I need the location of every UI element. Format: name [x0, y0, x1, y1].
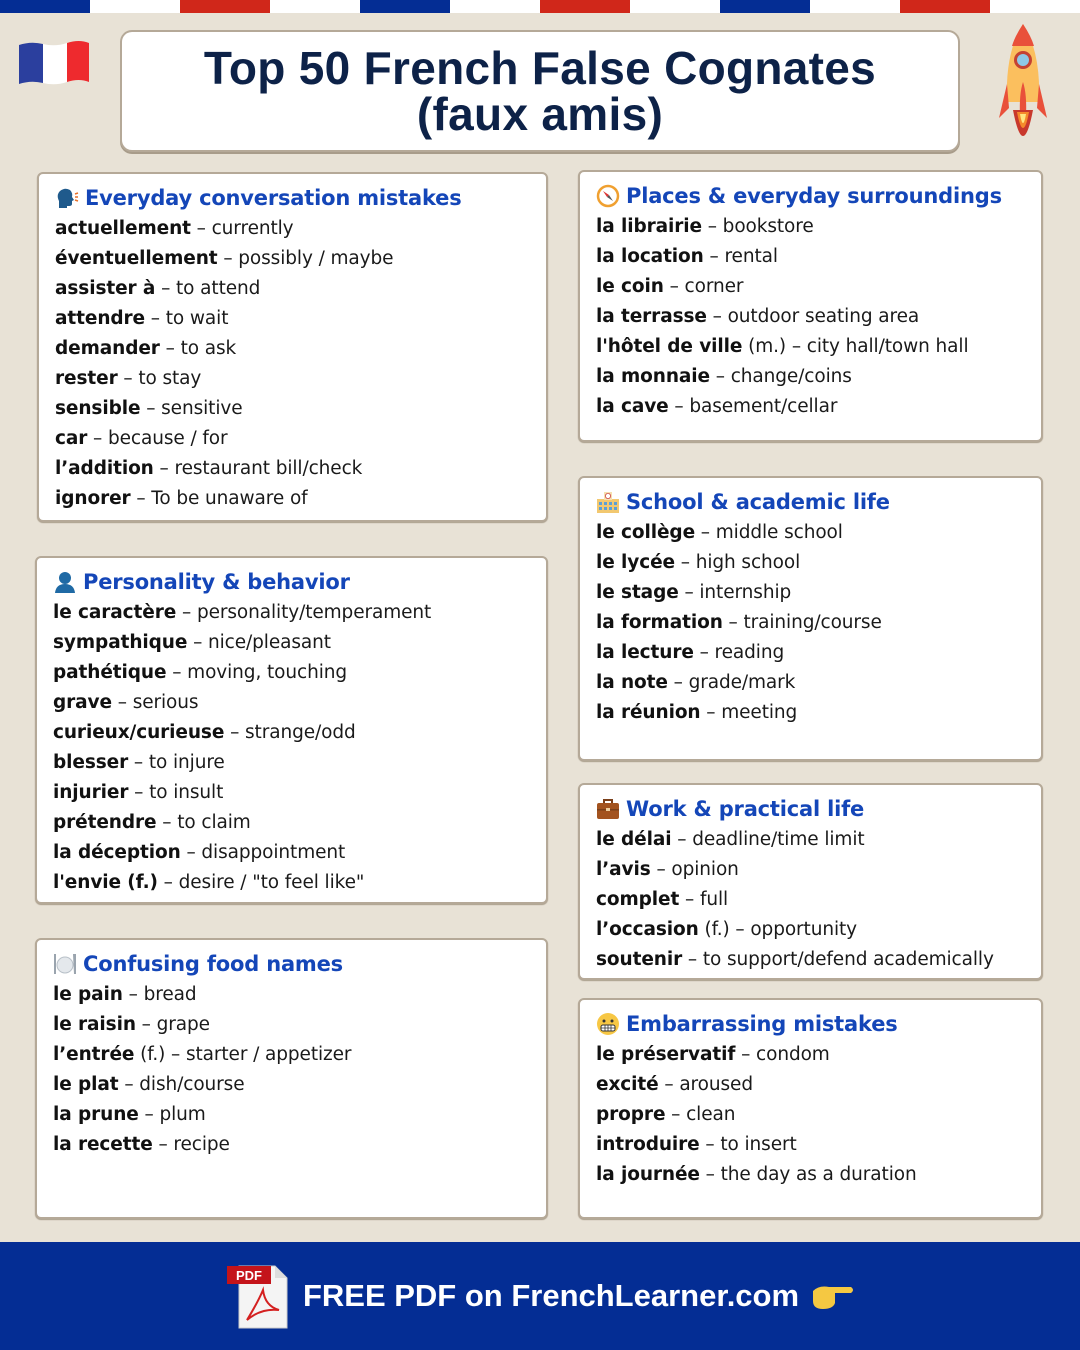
- english-meaning: rental: [724, 246, 778, 267]
- section-title: Everyday conversation mistakes: [85, 186, 462, 210]
- french-term: la cave: [596, 396, 669, 417]
- footer-link-text[interactable]: FREE PDF on FrenchLearner.com: [302, 1278, 800, 1313]
- french-term: l’addition: [55, 458, 154, 479]
- section-header: [53, 950, 546, 978]
- french-term: la monnaie: [596, 366, 710, 387]
- entry-list: [55, 214, 546, 514]
- english-meaning: recipe: [173, 1134, 230, 1155]
- english-meaning: aroused: [679, 1074, 753, 1095]
- vocab-entry: [596, 518, 1041, 548]
- separator: –: [153, 458, 175, 479]
- separator: –: [665, 1104, 687, 1125]
- french-term: la note: [596, 672, 668, 693]
- english-meaning: opportunity: [750, 919, 858, 940]
- separator: –: [159, 338, 181, 359]
- vocab-entry: [596, 855, 1041, 885]
- english-meaning: opinion: [671, 859, 739, 880]
- vocab-entry: [53, 808, 546, 838]
- entry-list: [596, 825, 1041, 975]
- english-meaning: desire / "to feel like": [178, 872, 365, 893]
- vocab-entry: [596, 608, 1041, 638]
- separator: –: [695, 522, 716, 543]
- separator: –: [667, 672, 689, 693]
- grimacing-face-icon: [596, 1012, 620, 1036]
- french-term: la réunion: [596, 702, 701, 723]
- vocab-entry: [53, 1100, 546, 1130]
- section-card-embarrassing: [578, 998, 1043, 1219]
- vocab-entry: [596, 915, 1041, 945]
- separator: –: [668, 396, 690, 417]
- section-header: [55, 184, 546, 212]
- french-term: ignorer: [55, 488, 131, 509]
- separator: –: [709, 366, 731, 387]
- french-term: rester: [55, 368, 118, 389]
- vocab-entry: [596, 1070, 1041, 1100]
- separator: –: [166, 662, 188, 683]
- english-meaning: dish/course: [139, 1074, 245, 1095]
- separator: –: [87, 428, 108, 449]
- french-term: le raisin: [53, 1014, 136, 1035]
- stripe-segment-white: [990, 0, 1080, 13]
- french-term: sensible: [55, 398, 141, 419]
- stripe-segment-white: [630, 0, 720, 13]
- vocab-entry: [53, 1010, 546, 1040]
- french-term: le plat: [53, 1074, 119, 1095]
- english-meaning: to wait: [165, 308, 229, 329]
- separator: –: [658, 1074, 680, 1095]
- vocab-entry: [55, 334, 546, 364]
- briefcase-icon: [596, 797, 620, 821]
- gender-note: (f.): [698, 919, 730, 940]
- vocab-entry: [596, 885, 1041, 915]
- french-term: attendre: [55, 308, 146, 329]
- vocab-entry: [596, 1040, 1041, 1070]
- english-meaning: To be unaware of: [151, 488, 308, 509]
- section-header: [53, 568, 546, 596]
- separator: –: [678, 582, 700, 603]
- vocab-entry: [53, 658, 546, 688]
- separator: –: [145, 308, 166, 329]
- vocab-entry: [596, 1160, 1041, 1190]
- english-meaning: to insult: [149, 782, 224, 803]
- english-meaning: to claim: [177, 812, 251, 833]
- english-meaning: strange/odd: [245, 722, 356, 743]
- stripe-segment-blue: [360, 0, 450, 13]
- vocab-entry: [53, 598, 546, 628]
- vocab-entry: [53, 748, 546, 778]
- french-term: introduire: [596, 1134, 700, 1155]
- english-meaning: clean: [686, 1104, 736, 1125]
- english-meaning: outdoor seating area: [727, 306, 920, 327]
- english-meaning: starter / appetizer: [185, 1044, 352, 1065]
- vocab-entry: [53, 1070, 546, 1100]
- french-term: prétendre: [53, 812, 157, 833]
- vocab-entry: [596, 668, 1041, 698]
- compass-icon: [596, 184, 620, 208]
- speaking-head-icon: [55, 186, 79, 210]
- french-term: propre: [596, 1104, 666, 1125]
- vocab-entry: [596, 1100, 1041, 1130]
- page-subtitle: (faux amis): [416, 88, 664, 140]
- french-term: curieux/curieuse: [53, 722, 225, 743]
- entry-list: [53, 598, 546, 898]
- section-card-food: [35, 938, 548, 1219]
- french-term: injurier: [53, 782, 129, 803]
- svg-text:PDF: PDF: [235, 1268, 262, 1283]
- stripe-segment-blue: [0, 0, 90, 13]
- separator: –: [679, 889, 700, 910]
- french-term: la journée: [596, 1164, 700, 1185]
- english-meaning: bread: [143, 984, 197, 1005]
- english-meaning: full: [699, 889, 729, 910]
- pdf-file-icon: [225, 1262, 291, 1330]
- vocab-entry: [596, 212, 1041, 242]
- separator: –: [671, 829, 693, 850]
- stripe-segment-red: [180, 0, 270, 13]
- separator: –: [190, 218, 212, 239]
- french-term: complet: [596, 889, 680, 910]
- separator: –: [165, 1044, 186, 1065]
- english-meaning: to ask: [180, 338, 237, 359]
- vocab-entry: [55, 214, 546, 244]
- vocab-entry: [596, 578, 1041, 608]
- section-header: [596, 795, 1041, 823]
- english-meaning: personality/temperament: [196, 602, 432, 623]
- english-meaning: sensitive: [161, 398, 243, 419]
- english-meaning: nice/pleasant: [208, 632, 331, 653]
- english-meaning: to attend: [176, 278, 261, 299]
- french-term: le pain: [53, 984, 123, 1005]
- school-building-icon: [596, 490, 620, 514]
- separator: –: [663, 276, 685, 297]
- french-term: assister à: [55, 278, 156, 299]
- section-card-work: [578, 783, 1043, 980]
- vocab-entry: [596, 825, 1041, 855]
- stripe-segment-red: [900, 0, 990, 13]
- vocab-entry: [596, 945, 1041, 975]
- french-term: éventuellement: [55, 248, 218, 269]
- french-term: grave: [53, 692, 112, 713]
- english-meaning: plum: [159, 1104, 206, 1125]
- separator: –: [224, 722, 246, 743]
- french-term: la librairie: [596, 216, 702, 237]
- english-meaning: because / for: [108, 428, 228, 449]
- vocab-entry: [55, 274, 546, 304]
- stripe-segment-white: [450, 0, 540, 13]
- french-term: la formation: [596, 612, 723, 633]
- section-title: Work & practical life: [626, 797, 865, 821]
- french-term: car: [55, 428, 88, 449]
- separator: –: [156, 812, 178, 833]
- french-term: l’avis: [596, 859, 651, 880]
- separator: –: [693, 642, 715, 663]
- separator: –: [217, 248, 239, 269]
- separator: –: [650, 859, 672, 880]
- fork-knife-plate-icon: [53, 952, 77, 976]
- english-meaning: to support/defend academically: [702, 949, 994, 970]
- france-flag-icon: [17, 37, 91, 87]
- french-term: l'hôtel de ville: [596, 336, 743, 357]
- separator: –: [128, 782, 150, 803]
- separator: –: [155, 278, 177, 299]
- section-title: Places & everyday surroundings: [626, 184, 1002, 208]
- section-title: Personality & behavior: [83, 570, 350, 594]
- vocab-entry: [53, 868, 546, 898]
- separator: –: [699, 1134, 721, 1155]
- english-meaning: serious: [132, 692, 199, 713]
- section-title: Confusing food names: [83, 952, 343, 976]
- section-title: School & academic life: [626, 490, 890, 514]
- vocab-entry: [596, 1130, 1041, 1160]
- french-term: actuellement: [55, 218, 191, 239]
- separator: –: [735, 1044, 757, 1065]
- vocab-entry: [53, 628, 546, 658]
- vocab-entry: [53, 1130, 546, 1160]
- separator: –: [700, 702, 722, 723]
- section-title: Embarrassing mistakes: [626, 1012, 898, 1036]
- separator: –: [176, 602, 197, 623]
- english-meaning: deadline/time limit: [692, 829, 865, 850]
- english-meaning: restaurant bill/check: [174, 458, 363, 479]
- english-meaning: change/coins: [730, 366, 852, 387]
- rocket-icon: [995, 22, 1051, 154]
- french-term: le stage: [596, 582, 679, 603]
- stripe-segment-white: [810, 0, 900, 13]
- vocab-entry: [53, 718, 546, 748]
- vocab-entry: [53, 688, 546, 718]
- french-term: excité: [596, 1074, 659, 1095]
- vocab-entry: [55, 424, 546, 454]
- english-meaning: internship: [699, 582, 792, 603]
- english-meaning: to injure: [148, 752, 225, 773]
- vocab-entry: [53, 778, 546, 808]
- vocab-entry: [596, 332, 1041, 362]
- english-meaning: possibly / maybe: [238, 248, 394, 269]
- separator: –: [152, 1134, 174, 1155]
- english-meaning: grade/mark: [688, 672, 796, 693]
- french-term: pathétique: [53, 662, 167, 683]
- french-term: la location: [596, 246, 704, 267]
- french-term: blesser: [53, 752, 129, 773]
- person-silhouette-icon: [53, 570, 77, 594]
- stripe-segment-red: [540, 0, 630, 13]
- english-meaning: city hall/town hall: [806, 336, 969, 357]
- entry-list: [53, 980, 546, 1160]
- french-term: soutenir: [596, 949, 683, 970]
- separator: –: [138, 1104, 160, 1125]
- french-term: le lycée: [596, 552, 675, 573]
- separator: –: [682, 949, 703, 970]
- english-meaning: reading: [714, 642, 785, 663]
- section-header: [596, 182, 1041, 210]
- tricolor-stripe: [0, 0, 1080, 13]
- english-meaning: condom: [756, 1044, 830, 1065]
- english-meaning: meeting: [721, 702, 798, 723]
- french-term: le caractère: [53, 602, 177, 623]
- french-term: la lecture: [596, 642, 694, 663]
- vocab-entry: [596, 302, 1041, 332]
- french-term: le coin: [596, 276, 664, 297]
- french-term: la recette: [53, 1134, 153, 1155]
- separator: –: [128, 752, 149, 773]
- separator: –: [180, 842, 202, 863]
- stripe-segment-white: [90, 0, 180, 13]
- stripe-segment-blue: [720, 0, 810, 13]
- vocab-entry: [596, 272, 1041, 302]
- french-term: demander: [55, 338, 160, 359]
- vocab-entry: [55, 484, 546, 514]
- french-term: sympathique: [53, 632, 188, 653]
- page-title-box: [120, 30, 960, 152]
- english-meaning: training/course: [743, 612, 882, 633]
- vocab-entry: [596, 242, 1041, 272]
- english-meaning: middle school: [715, 522, 843, 543]
- separator: –: [117, 368, 139, 389]
- separator: –: [701, 216, 723, 237]
- english-meaning: moving, touching: [187, 662, 348, 683]
- french-term: la prune: [53, 1104, 139, 1125]
- separator: –: [703, 246, 725, 267]
- french-term: l'envie (f.): [53, 872, 158, 893]
- separator: –: [118, 1074, 140, 1095]
- separator: –: [706, 306, 728, 327]
- footer-banner[interactable]: [0, 1242, 1080, 1350]
- entry-list: [596, 1040, 1041, 1190]
- vocab-entry: [53, 980, 546, 1010]
- vocab-entry: [596, 638, 1041, 668]
- separator: –: [157, 872, 179, 893]
- french-term: le collège: [596, 522, 696, 543]
- separator: –: [699, 1164, 721, 1185]
- vocab-entry: [53, 1040, 546, 1070]
- gender-note: (f.): [134, 1044, 166, 1065]
- separator: –: [111, 692, 133, 713]
- page-title: Top 50 French False Cognates: [203, 42, 877, 94]
- pointing-hand-icon: [809, 1281, 855, 1311]
- separator: –: [140, 398, 162, 419]
- french-term: l’occasion: [596, 919, 699, 940]
- vocab-entry: [596, 698, 1041, 728]
- french-term: la déception: [53, 842, 181, 863]
- entry-list: [596, 212, 1041, 422]
- french-term: le délai: [596, 829, 672, 850]
- separator: –: [722, 612, 744, 633]
- french-term: le préservatif: [596, 1044, 736, 1065]
- french-term: la terrasse: [596, 306, 707, 327]
- gender-note: (m.): [742, 336, 787, 357]
- english-meaning: grape: [156, 1014, 210, 1035]
- english-meaning: the day as a duration: [720, 1164, 917, 1185]
- separator: –: [130, 488, 152, 509]
- section-card-personality: [35, 556, 548, 904]
- section-header: [596, 488, 1041, 516]
- section-header: [596, 1010, 1041, 1038]
- french-term: l’entrée: [53, 1044, 135, 1065]
- vocab-entry: [55, 394, 546, 424]
- vocab-entry: [55, 244, 546, 274]
- separator: –: [729, 919, 751, 940]
- vocab-entry: [596, 548, 1041, 578]
- separator: –: [786, 336, 807, 357]
- english-meaning: corner: [684, 276, 744, 297]
- english-meaning: basement/cellar: [689, 396, 838, 417]
- english-meaning: to stay: [138, 368, 202, 389]
- english-meaning: disappointment: [201, 842, 346, 863]
- separator: –: [122, 984, 144, 1005]
- vocab-entry: [53, 838, 546, 868]
- vocab-entry: [55, 364, 546, 394]
- vocab-entry: [55, 454, 546, 484]
- english-meaning: currently: [211, 218, 294, 239]
- vocab-entry: [596, 362, 1041, 392]
- english-meaning: bookstore: [722, 216, 814, 237]
- separator: –: [675, 552, 696, 573]
- english-meaning: to insert: [720, 1134, 797, 1155]
- section-card-school: [578, 476, 1043, 761]
- vocab-entry: [55, 304, 546, 334]
- separator: –: [187, 632, 209, 653]
- stripe-segment-white: [270, 0, 360, 13]
- english-meaning: high school: [695, 552, 801, 573]
- entry-list: [596, 518, 1041, 728]
- separator: –: [135, 1014, 157, 1035]
- section-card-places: [578, 170, 1043, 442]
- vocab-entry: [596, 392, 1041, 422]
- section-card-everyday-conversation: [37, 172, 548, 522]
